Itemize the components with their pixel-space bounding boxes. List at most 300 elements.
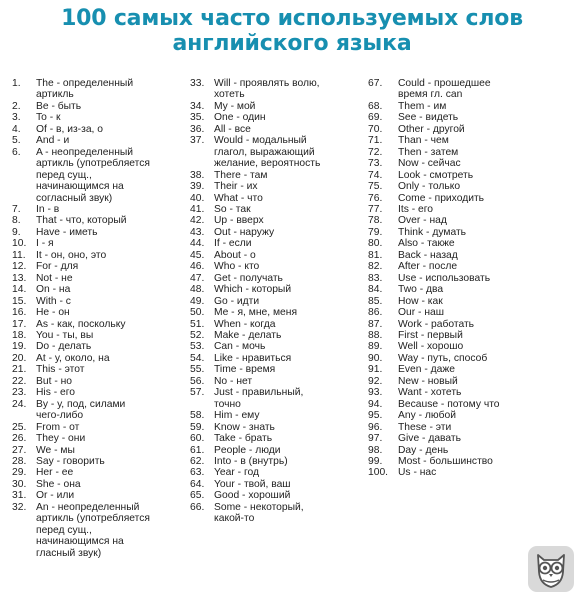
word-number: 52. bbox=[190, 329, 205, 341]
word-entry bbox=[368, 307, 573, 318]
word-translation: He - он bbox=[36, 307, 70, 319]
word-translation: Over - над bbox=[398, 215, 447, 227]
word-entry bbox=[368, 170, 573, 181]
word-entry bbox=[190, 227, 370, 238]
word-number: 2. bbox=[12, 100, 21, 112]
word-translation: These - эти bbox=[398, 421, 452, 433]
word-translation: As - как, поскольку bbox=[36, 318, 126, 330]
word-entry bbox=[368, 376, 573, 387]
word-number: 87. bbox=[368, 318, 383, 330]
word-translation: Come - приходить bbox=[398, 192, 485, 204]
word-translation: An - неопределенный артикль (употребляется перед сущ., начинающимся на гласный звук) bbox=[36, 501, 150, 559]
word-number: 75. bbox=[368, 181, 383, 193]
word-number: 63. bbox=[190, 467, 205, 479]
word-translation: Way - путь, способ bbox=[398, 352, 488, 364]
word-number: 91. bbox=[368, 364, 383, 376]
word-number: 94. bbox=[368, 398, 383, 410]
word-entry bbox=[190, 181, 370, 192]
word-number: 17. bbox=[12, 318, 27, 330]
word-entry bbox=[368, 135, 573, 146]
word-translation: By - у, под, силами чего-либо bbox=[36, 398, 126, 422]
word-number: 55. bbox=[190, 364, 205, 376]
word-number: 34. bbox=[190, 100, 205, 112]
word-entry bbox=[190, 410, 370, 421]
word-number: 73. bbox=[368, 158, 383, 170]
word-entry bbox=[12, 250, 197, 261]
word-number: 47. bbox=[190, 272, 205, 284]
word-number: 27. bbox=[12, 444, 27, 456]
word-number: 95. bbox=[368, 410, 383, 422]
word-translation: Want - хотеть bbox=[398, 387, 462, 399]
word-number: 86. bbox=[368, 307, 383, 319]
word-entry bbox=[12, 353, 197, 364]
word-entry bbox=[12, 147, 197, 204]
word-entry bbox=[190, 479, 370, 490]
word-translation: Because - потому что bbox=[398, 398, 500, 410]
word-entry bbox=[368, 341, 573, 352]
word-entry bbox=[368, 330, 573, 341]
word-number: 3. bbox=[12, 112, 21, 124]
word-number: 62. bbox=[190, 455, 205, 467]
word-translation: Go - идти bbox=[214, 295, 260, 307]
word-translation: Your - твой, ваш bbox=[214, 478, 291, 490]
word-entry bbox=[190, 124, 370, 135]
word-number: 67. bbox=[368, 78, 383, 89]
word-entry bbox=[12, 456, 197, 467]
word-translation: Their - их bbox=[214, 181, 258, 193]
word-translation: Give - давать bbox=[398, 433, 461, 445]
word-entry bbox=[12, 387, 197, 398]
word-number: 77. bbox=[368, 203, 383, 215]
word-number: 76. bbox=[368, 192, 383, 204]
word-translation: Be - быть bbox=[36, 100, 82, 112]
word-entry bbox=[368, 112, 573, 123]
word-translation: Get - получать bbox=[214, 272, 283, 284]
word-number: 45. bbox=[190, 249, 205, 261]
word-translation: When - когда bbox=[214, 318, 276, 330]
word-translation: We - мы bbox=[36, 444, 75, 456]
word-number: 39. bbox=[190, 181, 205, 193]
word-entry bbox=[12, 422, 197, 433]
word-translation: Only - только bbox=[398, 181, 461, 193]
word-entry bbox=[190, 204, 370, 215]
word-entry bbox=[12, 364, 197, 375]
word-entry bbox=[190, 135, 370, 169]
word-translation: Us - нас bbox=[398, 467, 437, 479]
word-entry bbox=[12, 101, 197, 112]
word-entry bbox=[368, 181, 573, 192]
word-entry bbox=[12, 215, 197, 226]
word-entry bbox=[190, 284, 370, 295]
word-entry bbox=[190, 422, 370, 433]
word-entry bbox=[190, 250, 370, 261]
word-translation: Then - затем bbox=[398, 146, 459, 158]
word-entry bbox=[190, 456, 370, 467]
word-entry bbox=[12, 376, 197, 387]
word-translation: Its - его bbox=[398, 203, 434, 215]
word-entry bbox=[368, 101, 573, 112]
word-entry bbox=[190, 319, 370, 330]
word-entry bbox=[12, 479, 197, 490]
word-entry bbox=[12, 307, 197, 318]
word-translation: Two - два bbox=[398, 284, 444, 296]
word-translation: Make - делать bbox=[214, 329, 282, 341]
word-entry bbox=[190, 193, 370, 204]
word-translation: Which - который bbox=[214, 284, 292, 296]
word-number: 88. bbox=[368, 329, 383, 341]
word-translation: Most - большинство bbox=[398, 455, 493, 467]
word-number: 20. bbox=[12, 352, 27, 364]
word-number: 100. bbox=[368, 467, 389, 479]
word-number: 49. bbox=[190, 295, 205, 307]
word-translation: That - что, который bbox=[36, 215, 127, 227]
word-number: 56. bbox=[190, 375, 205, 387]
word-number: 93. bbox=[368, 387, 383, 399]
word-translation: One - один bbox=[214, 112, 266, 124]
word-column-2 bbox=[190, 78, 370, 525]
word-number: 46. bbox=[190, 261, 205, 273]
word-number: 66. bbox=[190, 501, 205, 513]
title-line-2: английского языка bbox=[172, 31, 412, 56]
word-translation: After - после bbox=[398, 261, 458, 273]
owl-icon bbox=[528, 546, 574, 592]
word-entry bbox=[368, 158, 573, 169]
word-translation: It - он, оно, это bbox=[36, 249, 107, 261]
word-number: 13. bbox=[12, 272, 27, 284]
word-translation: Up - вверх bbox=[214, 215, 264, 227]
word-translation: Year - год bbox=[214, 467, 259, 479]
word-translation: Have - иметь bbox=[36, 226, 98, 238]
word-entry bbox=[368, 193, 573, 204]
word-translation: This - этот bbox=[36, 364, 85, 376]
word-translation: But - но bbox=[36, 375, 73, 387]
word-translation: Can - мочь bbox=[214, 341, 266, 353]
word-entry bbox=[190, 215, 370, 226]
word-column-1 bbox=[12, 78, 197, 559]
word-number: 72. bbox=[368, 146, 383, 158]
word-number: 36. bbox=[190, 123, 205, 135]
word-entry bbox=[12, 135, 197, 146]
word-entry bbox=[190, 112, 370, 123]
word-entry bbox=[368, 445, 573, 456]
word-number: 1. bbox=[12, 78, 21, 89]
word-number: 54. bbox=[190, 352, 205, 364]
word-translation: Just - правильный, точно bbox=[214, 387, 304, 410]
word-number: 11. bbox=[12, 249, 26, 261]
word-entry bbox=[190, 307, 370, 318]
word-number: 85. bbox=[368, 295, 383, 307]
word-entry bbox=[190, 376, 370, 387]
word-entry bbox=[368, 353, 573, 364]
word-entry bbox=[368, 387, 573, 398]
word-entry bbox=[368, 227, 573, 238]
word-number: 59. bbox=[190, 421, 205, 433]
word-entry bbox=[190, 364, 370, 375]
word-entry bbox=[368, 422, 573, 433]
word-number: 4. bbox=[12, 123, 21, 135]
word-translation: What - что bbox=[214, 192, 263, 204]
word-number: 26. bbox=[12, 433, 27, 445]
word-translation: At - у, около, на bbox=[36, 352, 110, 364]
word-translation: Not - не bbox=[36, 272, 73, 284]
word-number: 53. bbox=[190, 341, 205, 353]
word-number: 22. bbox=[12, 375, 27, 387]
word-translation: People - люди bbox=[214, 444, 281, 456]
word-translation: They - они bbox=[36, 433, 86, 445]
word-entry bbox=[368, 284, 573, 295]
word-entry bbox=[12, 490, 197, 501]
word-entry bbox=[12, 399, 197, 422]
word-translation: Our - наш bbox=[398, 307, 444, 319]
word-entry bbox=[12, 284, 197, 295]
word-number: 99. bbox=[368, 455, 383, 467]
word-number: 83. bbox=[368, 272, 383, 284]
word-translation: All - все bbox=[214, 123, 251, 135]
word-translation: Of - в, из-за, о bbox=[36, 123, 104, 135]
word-number: 6. bbox=[12, 146, 21, 158]
word-translation: From - от bbox=[36, 421, 80, 433]
word-number: 37. bbox=[190, 135, 205, 147]
word-number: 98. bbox=[368, 444, 383, 456]
word-translation: Look - смотреть bbox=[398, 169, 474, 181]
word-number: 23. bbox=[12, 387, 27, 399]
word-number: 57. bbox=[190, 387, 205, 399]
word-number: 16. bbox=[12, 307, 27, 319]
word-column-3 bbox=[368, 78, 573, 479]
word-entry bbox=[190, 296, 370, 307]
word-entry bbox=[190, 273, 370, 284]
word-number: 25. bbox=[12, 421, 27, 433]
word-entry bbox=[190, 467, 370, 478]
word-entry bbox=[190, 387, 370, 410]
word-translation: Who - кто bbox=[214, 261, 260, 273]
word-entry bbox=[190, 170, 370, 181]
word-number: 70. bbox=[368, 123, 383, 135]
word-number: 89. bbox=[368, 341, 383, 353]
word-translation: Now - сейчас bbox=[398, 158, 461, 170]
word-entry bbox=[12, 296, 197, 307]
word-entry bbox=[12, 341, 197, 352]
word-number: 80. bbox=[368, 238, 383, 250]
word-entry bbox=[368, 261, 573, 272]
word-translation: Do - делать bbox=[36, 341, 92, 353]
word-number: 33. bbox=[190, 78, 205, 89]
word-entry bbox=[190, 353, 370, 364]
word-translation: Will - проявлять волю, хотеть bbox=[214, 78, 320, 101]
word-number: 42. bbox=[190, 215, 205, 227]
word-number: 64. bbox=[190, 478, 205, 490]
word-entry bbox=[368, 273, 573, 284]
word-number: 78. bbox=[368, 215, 383, 227]
word-translation: Than - чем bbox=[398, 135, 449, 147]
word-translation: Day - день bbox=[398, 444, 449, 456]
word-translation: I - я bbox=[36, 238, 54, 250]
word-translation: About - о bbox=[214, 249, 256, 261]
word-translation: My - мой bbox=[214, 100, 256, 112]
word-number: 30. bbox=[12, 478, 27, 490]
word-number: 40. bbox=[190, 192, 205, 204]
word-number: 24. bbox=[12, 398, 27, 410]
word-number: 12. bbox=[12, 261, 27, 273]
word-entry bbox=[12, 319, 197, 330]
word-entry bbox=[12, 273, 197, 284]
word-entry bbox=[190, 330, 370, 341]
word-translation: Use - использовать bbox=[398, 272, 491, 284]
word-entry bbox=[368, 147, 573, 158]
word-number: 48. bbox=[190, 284, 205, 296]
word-number: 84. bbox=[368, 284, 383, 296]
word-entry bbox=[12, 261, 197, 272]
word-entry bbox=[12, 433, 197, 444]
word-number: 44. bbox=[190, 238, 205, 250]
word-translation: To - к bbox=[36, 112, 61, 124]
word-number: 28. bbox=[12, 455, 27, 467]
word-entry bbox=[368, 215, 573, 226]
word-entry bbox=[190, 78, 370, 101]
word-translation: Other - другой bbox=[398, 123, 465, 135]
word-number: 10. bbox=[12, 238, 27, 250]
word-number: 50. bbox=[190, 307, 205, 319]
word-translation: Out - наружу bbox=[214, 226, 275, 238]
word-entry bbox=[190, 101, 370, 112]
word-translation: Her - ее bbox=[36, 467, 74, 479]
word-entry bbox=[190, 490, 370, 501]
word-translation: His - его bbox=[36, 387, 76, 399]
word-number: 90. bbox=[368, 352, 383, 364]
word-translation: No - нет bbox=[214, 375, 253, 387]
word-translation: For - для bbox=[36, 261, 79, 273]
word-number: 9. bbox=[12, 226, 21, 238]
word-translation: A - неопределенный артикль (употребляется перед сущ., начинающимся на согласный звук) bbox=[36, 146, 150, 204]
word-translation: Even - даже bbox=[398, 364, 455, 376]
word-number: 8. bbox=[12, 215, 21, 227]
word-translation: First - первый bbox=[398, 329, 463, 341]
word-entry bbox=[12, 78, 197, 101]
word-number: 71. bbox=[368, 135, 383, 147]
word-number: 51. bbox=[190, 318, 205, 330]
word-number: 69. bbox=[368, 112, 383, 124]
word-translation: The - определенный артикль bbox=[36, 78, 134, 101]
word-entry bbox=[368, 238, 573, 249]
word-number: 82. bbox=[368, 261, 383, 273]
word-number: 38. bbox=[190, 169, 205, 181]
word-translation: How - как bbox=[398, 295, 443, 307]
word-translation: Me - я, мне, меня bbox=[214, 307, 298, 319]
word-translation: Him - ему bbox=[214, 410, 260, 422]
word-translation: Like - нравиться bbox=[214, 352, 292, 364]
word-number: 96. bbox=[368, 421, 383, 433]
word-entry bbox=[12, 124, 197, 135]
word-translation: Say - говорить bbox=[36, 455, 105, 467]
word-entry bbox=[368, 319, 573, 330]
word-entry bbox=[368, 204, 573, 215]
word-entry bbox=[368, 467, 573, 478]
word-translation: Work - работать bbox=[398, 318, 475, 330]
word-entry bbox=[12, 445, 197, 456]
word-entry bbox=[190, 502, 370, 525]
word-translation: Or - или bbox=[36, 490, 75, 502]
word-entry bbox=[12, 330, 197, 341]
word-translation: Any - любой bbox=[398, 410, 457, 422]
word-entry bbox=[12, 204, 197, 215]
word-entry bbox=[190, 261, 370, 272]
word-translation: In - в bbox=[36, 203, 60, 215]
word-translation: Take - брать bbox=[214, 433, 273, 445]
word-entry bbox=[368, 296, 573, 307]
word-number: 7. bbox=[12, 203, 21, 215]
word-entry bbox=[368, 433, 573, 444]
word-translation: Know - знать bbox=[214, 421, 275, 433]
word-entry bbox=[368, 410, 573, 421]
word-number: 29. bbox=[12, 467, 27, 479]
word-number: 97. bbox=[368, 433, 383, 445]
word-number: 19. bbox=[12, 341, 27, 353]
word-translation: New - новый bbox=[398, 375, 458, 387]
word-entry bbox=[368, 456, 573, 467]
word-entry bbox=[368, 364, 573, 375]
word-entry bbox=[368, 250, 573, 261]
word-number: 60. bbox=[190, 433, 205, 445]
word-number: 68. bbox=[368, 100, 383, 112]
word-translation: Good - хороший bbox=[214, 490, 291, 502]
word-entry bbox=[12, 238, 197, 249]
word-number: 21. bbox=[12, 364, 27, 376]
word-entry bbox=[190, 433, 370, 444]
word-translation: Them - им bbox=[398, 100, 447, 112]
word-translation: See - видеть bbox=[398, 112, 459, 124]
word-translation: With - с bbox=[36, 295, 71, 307]
word-number: 14. bbox=[12, 284, 27, 296]
word-number: 32. bbox=[12, 501, 27, 513]
word-translation: If - если bbox=[214, 238, 252, 250]
word-translation: You - ты, вы bbox=[36, 329, 94, 341]
word-translation: There - там bbox=[214, 169, 268, 181]
word-translation: Could - прошедшее время гл. can bbox=[398, 78, 491, 101]
word-entry bbox=[368, 124, 573, 135]
word-entry bbox=[368, 78, 573, 101]
word-translation: Well - хорошо bbox=[398, 341, 464, 353]
page-title bbox=[0, 6, 584, 56]
word-translation: So - так bbox=[214, 203, 251, 215]
word-number: 41. bbox=[190, 203, 205, 215]
word-translation: Into - в (внутрь) bbox=[214, 455, 288, 467]
title-line-1: 100 самых часто используемых слов bbox=[61, 6, 523, 31]
word-entry bbox=[12, 227, 197, 238]
word-number: 58. bbox=[190, 410, 205, 422]
word-number: 5. bbox=[12, 135, 21, 147]
word-translation: She - она bbox=[36, 478, 81, 490]
word-entry bbox=[368, 399, 573, 410]
word-entry bbox=[190, 341, 370, 352]
word-number: 18. bbox=[12, 329, 27, 341]
word-number: 74. bbox=[368, 169, 383, 181]
word-number: 15. bbox=[12, 295, 27, 307]
word-entry bbox=[190, 445, 370, 456]
word-number: 31. bbox=[12, 490, 27, 502]
word-entry bbox=[12, 502, 197, 559]
word-translation: Time - время bbox=[214, 364, 276, 376]
word-number: 43. bbox=[190, 226, 205, 238]
word-translation: Also - также bbox=[398, 238, 455, 250]
word-translation: Think - думать bbox=[398, 226, 467, 238]
word-number: 92. bbox=[368, 375, 383, 387]
word-entry bbox=[12, 112, 197, 123]
word-number: 81. bbox=[368, 249, 383, 261]
word-translation: On - на bbox=[36, 284, 71, 296]
word-entry bbox=[12, 467, 197, 478]
word-translation: Would - модальный глагол, выражающий желание, вероятность bbox=[214, 135, 321, 170]
word-translation: And - и bbox=[36, 135, 70, 147]
